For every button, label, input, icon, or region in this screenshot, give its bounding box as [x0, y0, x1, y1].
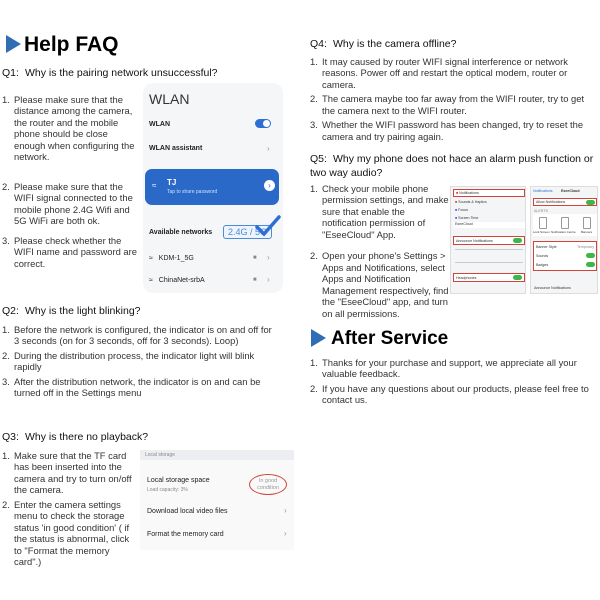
chevron-right-icon: ›: [284, 529, 287, 538]
list-item: 1. Make sure that the TF card has been inserted into the camera and try to turn on/off the camera.: [2, 450, 132, 496]
toggle-switch[interactable]: [513, 238, 522, 243]
wifi-icon: ≈: [149, 277, 153, 284]
list-item: 1. Thanks for your purchase and support, we appreciate all your valuable feedback.: [310, 357, 577, 380]
notifications-row[interactable]: ■ Notifications: [453, 189, 525, 197]
storage-status-badge: In good condition: [249, 474, 287, 495]
list-item: 2. The camera maybe too far away from the WIFI router, try to get the camera next to the WIFI router.: [310, 93, 585, 116]
question-text: Why my phone does not hace an alarm push function or two way audio?: [310, 153, 594, 180]
after-service-title: After Service: [331, 328, 449, 349]
question-text: Why is the pairing network unsuccessful?: [24, 67, 218, 79]
toggle-switch[interactable]: [586, 253, 595, 258]
chevron-right-icon: ›: [267, 275, 270, 284]
description-text-block: [455, 249, 523, 263]
toggle-switch[interactable]: [586, 262, 595, 267]
chevron-right-icon: ›: [264, 180, 275, 191]
list-item: 3. Please check whether the WIFI name and password are correct.: [2, 234, 137, 269]
list-item: 2. If you have any questions about our products, please feel free to contact us.: [310, 382, 589, 406]
connected-network-subtitle: Tap to share password: [167, 189, 218, 195]
band-badge: 2.4G / 5G: [223, 225, 272, 239]
storage-space-label: Local storage space: [147, 477, 210, 484]
chevron-right-icon: ›: [284, 506, 287, 515]
alert-style-picker[interactable]: [533, 214, 597, 236]
question-q3: [2, 431, 148, 443]
network-row[interactable]: [149, 255, 194, 262]
wifi-icon: ≈: [152, 181, 157, 190]
toggle-switch[interactable]: [586, 200, 595, 205]
notification-centre-option[interactable]: Notification Centre: [551, 230, 576, 234]
connected-network-name: TJ: [167, 178, 177, 187]
banners-option[interactable]: Banners: [581, 230, 593, 234]
format-card-row[interactable]: Format the memory card: [147, 531, 224, 538]
banner-style-row[interactable]: Banner Style Temporary: [536, 245, 594, 249]
page-title: Help FAQ: [24, 33, 119, 56]
lock-screen-option[interactable]: Lock Screen: [533, 230, 550, 234]
list-item: 1. Before the network is configured, the indicator is on and off for 3 seconds (on for 3 seconds, off for 3 seconds). Loop): [2, 324, 272, 347]
checkmark-icon: [255, 215, 281, 237]
sounds-row[interactable]: ■ Sounds & Haptics: [455, 200, 487, 204]
announce-notifications-row[interactable]: Announce Notifications: [453, 236, 525, 245]
announce-row[interactable]: Announce Notifications: [534, 286, 571, 290]
wifi-icon: ≈: [149, 255, 153, 262]
question-q5: [310, 152, 598, 180]
app-notifications-screenshot: [530, 186, 598, 294]
question-number: Q4:: [310, 38, 327, 50]
focus-row[interactable]: ■ Focus: [455, 208, 468, 212]
q2-answer-list: [2, 324, 272, 402]
storage-capacity: Load capacity: 3%: [147, 487, 188, 493]
lock-icon: ■: [253, 277, 257, 283]
q4-answer-list: [310, 56, 598, 145]
wlan-assistant-label: WLAN assistant: [149, 145, 203, 152]
sounds-row[interactable]: Sounds: [536, 254, 549, 258]
question-text: Why is there no playback?: [24, 431, 149, 443]
storage-settings-screenshot: [140, 450, 294, 550]
back-link[interactable]: Notifications: [533, 189, 553, 193]
q3-answer-list: [2, 450, 138, 571]
alerts-header: ALERTS: [534, 209, 548, 213]
settings-app-screenshot: [450, 186, 526, 294]
question-q4: [310, 38, 456, 50]
eseecloud-header: EseeCloud: [453, 222, 525, 228]
list-item: 3. After the distribution network, the indicator is on and can be turned off in the Settings menu: [2, 375, 261, 399]
q5-answer-list: [310, 183, 450, 322]
storage-header: Local storage: [145, 452, 176, 458]
list-item: 1. It may caused by router WIFI signal interference or network reasons. Power off and restart the optical modem, router or camera.: [310, 56, 568, 90]
network-row[interactable]: [149, 277, 205, 284]
list-item: 1. Please make sure that the distance among the camera, the router and the mobile phone should be close enough when configuring the network.: [2, 94, 135, 163]
chevron-right-icon: ›: [267, 144, 270, 153]
after-service-list: [310, 357, 600, 409]
screen-title: EseeCloud: [561, 189, 580, 193]
list-item: 1. Check your mobile phone permission settings, and make sure that enable the notification permission of "EseeCloud" App.: [310, 183, 449, 240]
screen-time-row[interactable]: ■ Screen Time: [455, 216, 479, 220]
section-marker-icon: [311, 329, 326, 347]
question-q1: [2, 67, 218, 79]
question-q2: [2, 305, 141, 317]
question-number: Q5:: [310, 153, 327, 165]
network-name: KDM-1_5G: [158, 255, 194, 262]
chevron-right-icon: ›: [267, 253, 270, 262]
q1-answer-list: [2, 94, 140, 272]
headphones-row[interactable]: Headphones: [453, 273, 525, 282]
lock-icon: ■: [253, 255, 257, 261]
wlan-screen-title: WLAN: [149, 91, 190, 107]
allow-notifications-row[interactable]: Allow Notifications: [533, 198, 597, 206]
download-videos-row[interactable]: Download local video files: [147, 508, 228, 515]
toggle-switch[interactable]: [513, 275, 522, 280]
question-number: Q2:: [2, 305, 19, 317]
list-item: 3. Whether the WIFI password has been changed, try to reset the camera and try pairing again.: [310, 119, 584, 142]
wlan-settings-screenshot: [143, 83, 283, 293]
list-item: 2. During the distribution process, the indicator light will blink rapidly: [2, 349, 255, 373]
list-item: 2. Open your phone's Settings > Apps and Notifications, select Apps and Notification Management respectively, find the "EseeCloud" app, and turn on all permissions.: [310, 250, 449, 319]
network-name: ChinaNet-srbA: [158, 277, 205, 284]
list-item: 2. Please make sure that the WIFI signal connected to the mobile phone 2.4G Wifi and 5G WiFi are both ok.: [2, 180, 133, 227]
section-marker-icon: [6, 35, 21, 53]
wlan-toggle[interactable]: [255, 119, 271, 128]
badges-row[interactable]: Badges: [536, 263, 549, 267]
question-text: Why is the light blinking?: [24, 305, 141, 317]
question-number: Q1:: [2, 67, 19, 79]
list-item: 2. Enter the camera settings menu to check the storage status 'in good condition' ( if the status is abnormal, click to "Format the memory card".): [2, 498, 130, 568]
wlan-row-label: WLAN: [149, 121, 170, 128]
connected-network-card[interactable]: [145, 169, 279, 205]
available-networks-label: Available networks: [149, 229, 213, 236]
question-text: Why is the camera offline?: [332, 38, 457, 50]
question-number: Q3:: [2, 431, 19, 443]
